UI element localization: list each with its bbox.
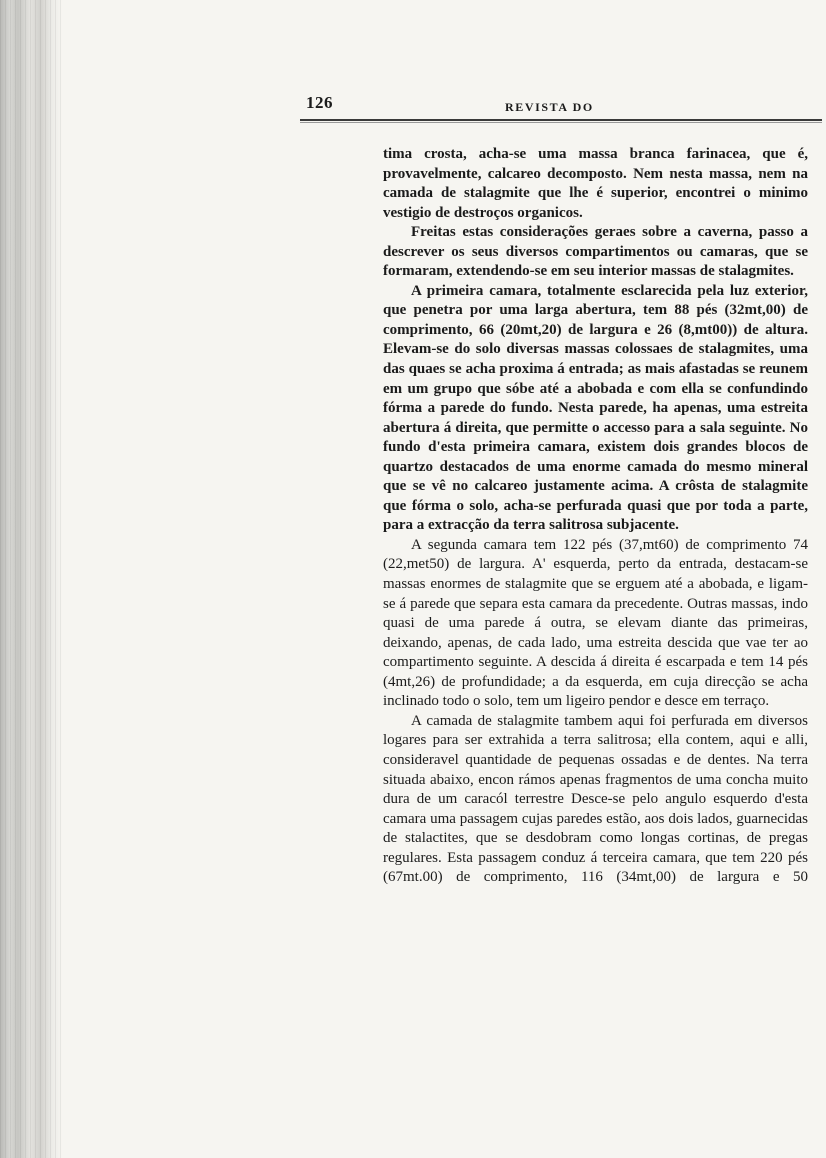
paragraph-5: A camada de stalagmite tambem aqui foi perfurada em diversos logares para ser extrahida a terra salitrosa; ella contem, aqui e alli, consideravel quantidade de pequenas ossadas e de dentes. Na terra situada abaixo, encon rámos apenas fragmentos de uma concha muito dura de um caracól terrestre Desce-se pelo angulo esquerdo d'esta camara uma passagem cujas paredes estão, aos dois lados, guarnecidas de stalactites, que se desdobram como longas cortinas, de pregas regulares. Esta passagem conduz á terceira camara, que tem 220 pés (67mt.00) de comprimento, 116 (34mt,00) de largura e 50	[383, 712, 808, 886]
paragraph-3: A primeira camara, totalmente esclarecida pela luz exterior, que penetra por uma larga abertura, tem 88 pés (32mt,00) de comprimento, 66 (20mt,20) de largura e 26 (8,mt00)) de altura. Elevam-se do solo diversas massas colossaes de stalagmites, uma das quaes se acha proxima á entrada; as mais afastadas se reunem em um grupo que sóbe até a abobada e com ella se confundindo fórma a parede do fundo. Nesta parede, ha apenas, uma estreita abertura á direita, que permitte o accesso para a sala seguinte. No fundo d'esta primeira camara, existem dois grandes blocos de quartzo destacados de uma enorme camada do mesmo mineral que se vê no calcareo justamente acima. A crôsta de stalagmite que fórma o solo, acha-se perfurada quasi que por toda a parte, para a extracção da terra salitrosa subjacente.	[383, 282, 808, 534]
paragraph-2: Freitas estas considerações geraes sobre a caverna, passo a descrever os seus diversos compartimentos ou camaras, que se formaram, extendendo-se em seu interior massas de stalagmites.	[383, 224, 808, 280]
page-number: 126	[306, 93, 333, 112]
paragraph-4: A segunda camara tem 122 pés (37,mt60) de comprimento 74 (22,met50) de largura. A' esquerda, perto da entrada, destacam-se massas enormes de stalagmite que se erguem até a abobada, e ligam-se á parede que separa esta camara da precedente. Outras massas, indo quasi de uma parede á outra, se elevam diante das primeiras, deixando, apenas, de cada lado, uma estreita descida que vae ter ao compartimento seguinte. A descida á direita é escarpada e tem 14 pés (4mt,26) de profundidade; a da esquerda, em cuja direcção se acha inclinado todo o solo, tem um ligeiro pendor e desce em terraço.	[383, 536, 808, 710]
header-rule-thin	[300, 122, 822, 123]
text-column	[383, 145, 808, 888]
binding-texture	[0, 0, 62, 1158]
running-head: REVISTA DO	[505, 100, 594, 114]
paragraph-1: tima crosta, acha-se uma massa branca farinacea, que é, provavelmente, calcareo decomposto. Nem nesta massa, nem na camada de stalagmite que lhe é superior, encontrei o minimo vestigio de destroços organicos.	[383, 146, 808, 221]
header-rule	[300, 119, 822, 121]
